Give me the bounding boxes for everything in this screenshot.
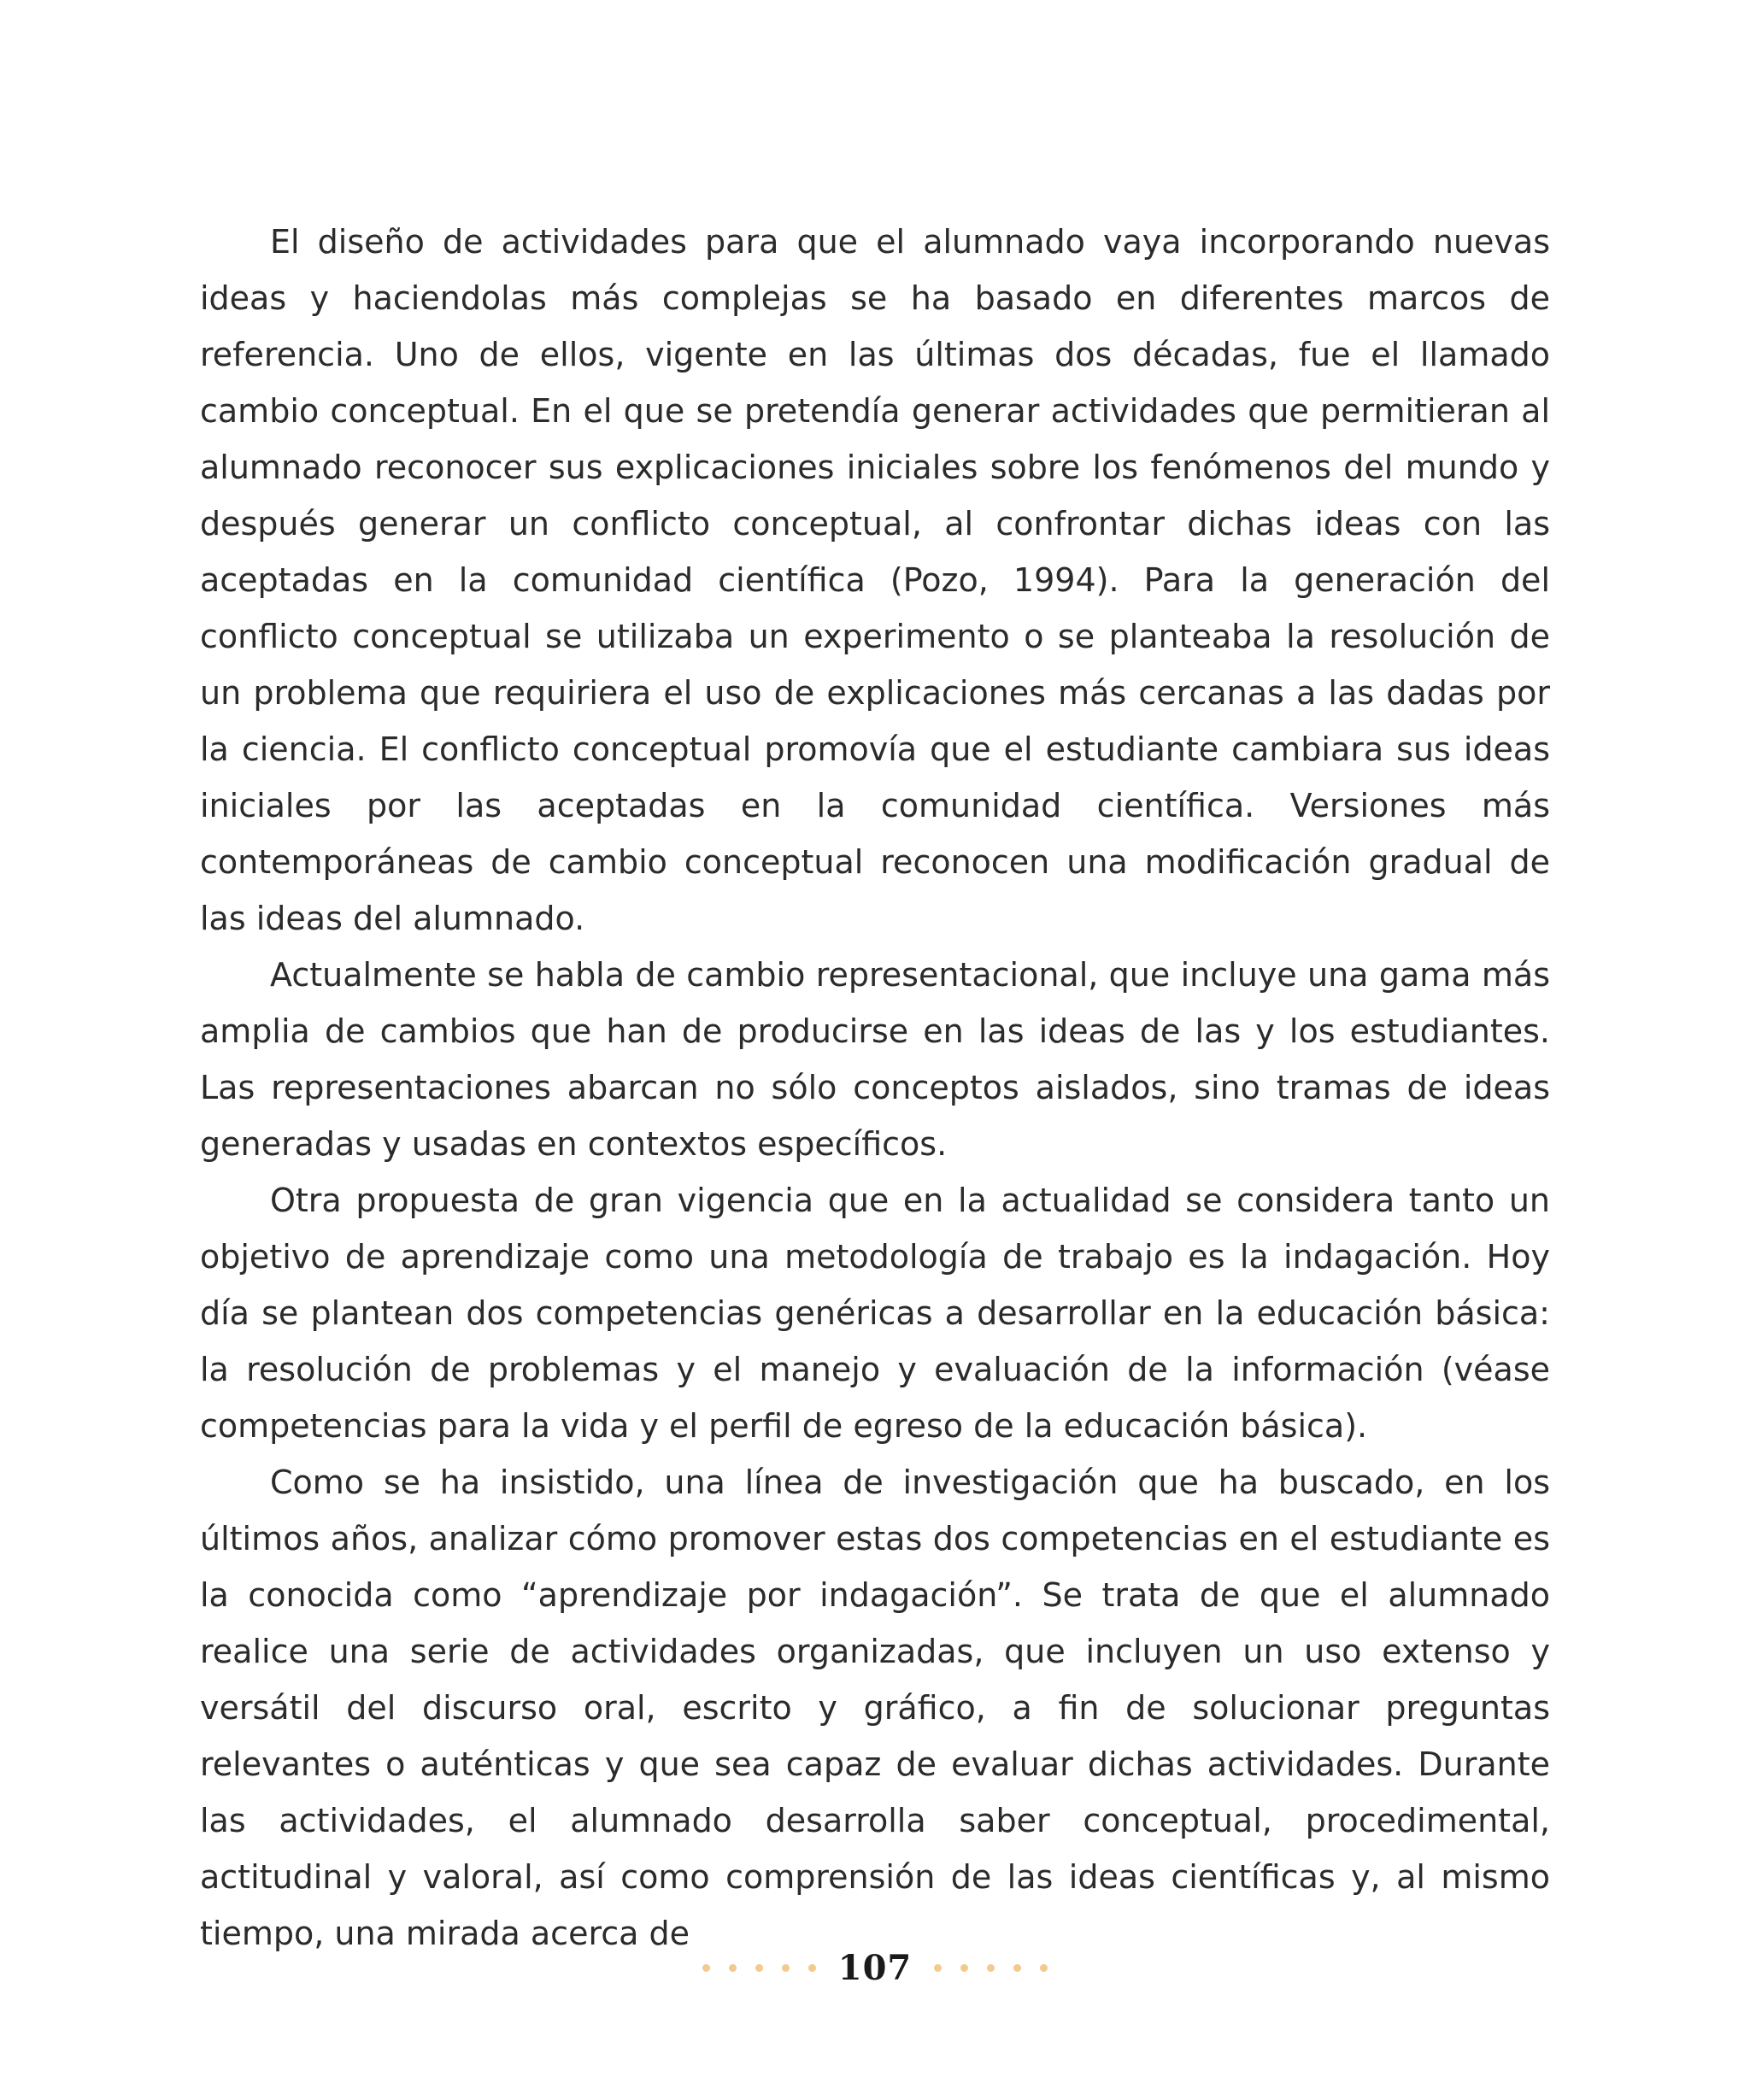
paragraph-3: Otra propuesta de gran vigencia que en la actualidad se considera tanto un objetivo de aprendizaje como una metodología de trabajo es la indagación. Hoy día se plantean dos competencias genéricas a desarrollar en la educación básica: la resolución de problemas y el manejo y evaluación de la información (véase competencias para la vida y el perfil de egreso de la educación básica).	[200, 1182, 1550, 1445]
dot-icon	[808, 1964, 816, 1972]
dot-icon	[755, 1964, 763, 1972]
dot-icon	[702, 1964, 710, 1972]
paragraph-4: Como se ha insistido, una línea de investigación que ha buscado, en los últimos años, analizar cómo promover estas dos competencias en el estudiante es la conocida como “aprendizaje por indagación”. Se trata de que el alumnado realice una serie de actividades organizadas, que incluyen un uso extenso y versátil del discurso oral, escrito y gráfico, a fin de solucionar preguntas relevantes o auténticas y que sea capaz de evaluar dichas actividades. Durante las actividades, el alumnado desarrolla saber conceptual, procedimental, actitudinal y valoral, así como comprensión de las ideas científicas y, al mismo tiempo, una mirada acerca de	[200, 1464, 1550, 1952]
dot-icon	[782, 1964, 790, 1972]
paragraph-1: El diseño de actividades para que el alumnado vaya incorporando nuevas ideas y haciendolas más complejas se ha basado en diferentes marcos de referencia. Uno de ellos, vigente en las últimas dos décadas, fue el llamado cambio conceptual. En el que se pretendía generar actividades que permitieran al alumnado reconocer sus explicaciones iniciales sobre los fenómenos del mundo y después generar un conflicto conceptual, al confrontar dichas ideas con las aceptadas en la comunidad científica (Pozo, 1994). Para la generación del conflicto conceptual se utilizaba un experimento o se planteaba la resolución de un problema que requiriera el uso de explicaciones más cercanas a las dadas por la ciencia. El conflicto conceptual promovía que el estudiante cambiara sus ideas iniciales por las aceptadas en la comunidad científica. Versiones más contemporáneas de cambio conceptual reconocen una modificación gradual de las ideas del alumnado.	[200, 223, 1550, 937]
body-text	[200, 214, 1550, 1962]
right-dots-ornament	[934, 1964, 1048, 1972]
dot-icon	[960, 1964, 968, 1972]
dot-icon	[934, 1964, 942, 1972]
page-number: 107	[837, 1947, 913, 1988]
dot-icon	[1040, 1964, 1048, 1972]
dot-icon	[987, 1964, 995, 1972]
paragraph-2: Actualmente se habla de cambio representacional, que incluye una gama más amplia de cambios que han de producirse en las ideas de las y los estudiantes. Las representaciones abarcan no sólo conceptos aislados, sino tramas de ideas generadas y usadas en contextos específicos.	[200, 956, 1550, 1163]
left-dots-ornament	[702, 1964, 816, 1972]
dot-icon	[1013, 1964, 1021, 1972]
page-footer	[0, 1938, 1750, 1997]
dot-icon	[729, 1964, 737, 1972]
